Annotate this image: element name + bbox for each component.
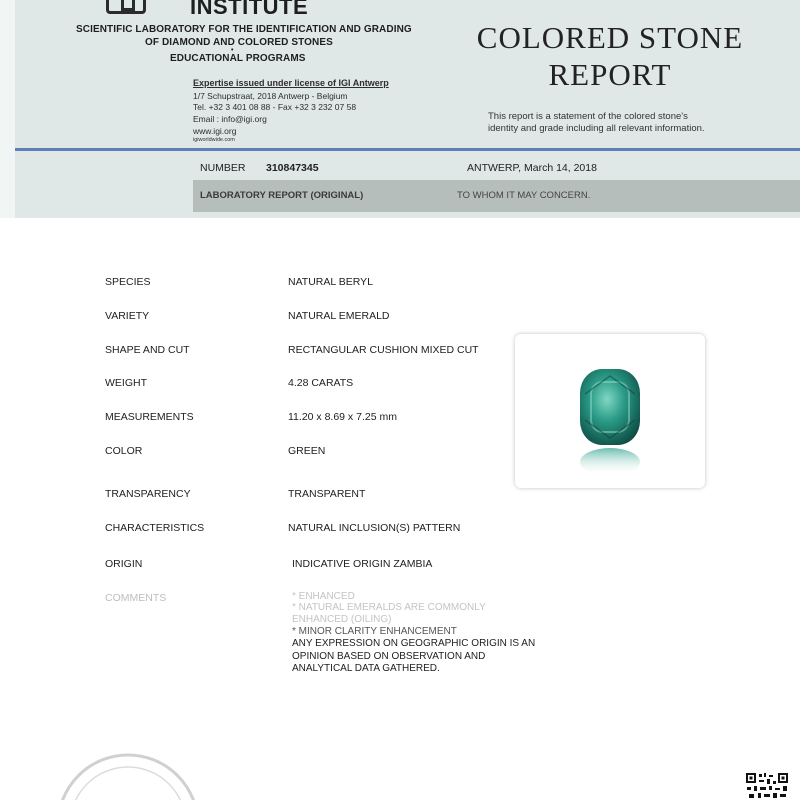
comment-line: ANY EXPRESSION ON GEOGRAPHIC ORIGIN IS AN [292, 638, 536, 649]
comment-line: * MINOR CLARITY ENHANCEMENT [292, 626, 457, 637]
measurements-label: MEASUREMENTS [105, 411, 194, 423]
report-date: ANTWERP, March 14, 2018 [467, 162, 597, 174]
origin-label: ORIGIN [105, 558, 143, 570]
email-line: Email : info@igi.org [193, 114, 267, 124]
report-number-label: NUMBER [200, 162, 246, 174]
shape-cut-value: RECTANGULAR CUSHION MIXED CUT [288, 344, 479, 356]
comments-label: COMMENTS [105, 592, 167, 604]
variety-value: NATURAL EMERALD [288, 310, 390, 322]
report-title-line-2: REPORT [548, 57, 672, 92]
origin-value: INDICATIVE ORIGIN ZAMBIA [292, 558, 433, 570]
igi-logo-icon [106, 0, 146, 14]
left-margin-strip [0, 0, 15, 218]
report-description-line-1: This report is a statement of the colored stone's [488, 111, 688, 122]
shape-cut-label: SHAPE AND CUT [105, 344, 190, 356]
transparency-value: TRANSPARENT [288, 488, 366, 500]
lab-description-line-3: EDUCATIONAL PROGRAMS [170, 53, 306, 64]
color-value: GREEN [288, 445, 326, 457]
license-text: Expertise issued under license of IGI Antwerp [193, 78, 389, 88]
addressee-text: TO WHOM IT MAY CONCERN. [457, 190, 591, 201]
address-line: 1/7 Schupstraat, 2018 Antwerp - Belgium [193, 91, 348, 101]
weight-label: WEIGHT [105, 377, 147, 389]
measurements-value: 11.20 x 8.69 x 7.25 mm [288, 411, 397, 423]
transparency-label: TRANSPARENCY [105, 488, 191, 500]
characteristics-label: CHARACTERISTICS [105, 522, 205, 534]
qr-code-icon [745, 772, 789, 800]
variety-label: VARIETY [105, 310, 150, 322]
report-number-value: 310847345 [266, 162, 319, 174]
comment-line: ANALYTICAL DATA GATHERED. [292, 663, 440, 674]
report-description-line-2: identity and grade including all relevant information. [488, 123, 705, 134]
embossed-seal-icon [48, 745, 208, 800]
institute-name: INSTITUTE [190, 0, 309, 19]
lab-description-bullet: • [231, 47, 234, 54]
gem-photo-card [515, 334, 705, 488]
comment-line: OPINION BASED ON OBSERVATION AND [292, 651, 486, 662]
comment-line: ENHANCED (OILING) [292, 614, 392, 625]
species-label: SPECIES [105, 276, 151, 288]
header-rule [15, 148, 800, 151]
comment-line: * ENHANCED [292, 591, 355, 602]
color-label: COLOR [105, 445, 143, 457]
comment-line: * NATURAL EMERALDS ARE COMMONLY [292, 602, 486, 613]
website-line: www.igi.org [193, 126, 237, 136]
lab-description-line-2: OF DIAMOND AND COLORED STONES [145, 37, 333, 48]
lab-report-label: LABORATORY REPORT (ORIGINAL) [200, 190, 364, 201]
emerald-gem-icon [515, 334, 705, 488]
website-small-line: igiworldwide.com [193, 137, 235, 143]
lab-description-line-1: SCIENTIFIC LABORATORY FOR THE IDENTIFICATION AND GRADING [76, 24, 412, 35]
species-value: NATURAL BERYL [288, 276, 373, 288]
weight-value: 4.28 CARATS [288, 377, 354, 389]
phone-fax-line: Tel. +32 3 401 08 88 - Fax +32 3 232 07 58 [193, 102, 357, 112]
report-title-line-1: COLORED STONE [476, 20, 744, 55]
characteristics-value: NATURAL INCLUSION(S) PATTERN [288, 522, 461, 534]
